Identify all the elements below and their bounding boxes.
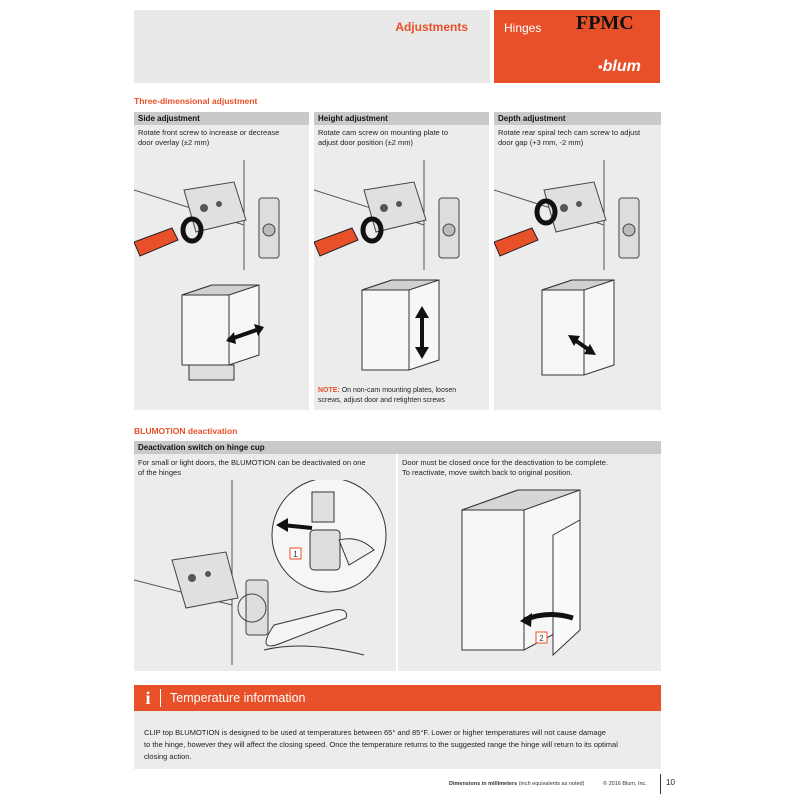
screwdriver-icon [494,201,555,256]
hinge-icon [544,182,639,258]
depth-adjustment-illustration [494,160,661,390]
panel-title: Height adjustment [314,112,489,125]
text-line: closing action. [144,752,192,761]
step-2-label: 2 [539,634,544,643]
info-icon: i [145,688,151,708]
screwdriver-icon [134,219,201,256]
footer-dimensions [449,781,584,787]
footer-dimensions-bold: Dimensions in millimeters [449,781,518,787]
blumotion-title: BLUMOTION deactivation [134,426,238,436]
info-separator [160,689,161,707]
footer-divider [660,774,661,794]
note-line: On non-cam mounting plates, loosen [341,387,457,394]
screwdriver-icon [314,219,381,256]
panel-text-line: door overlay (±2 mm) [138,138,210,147]
temperature-text [144,727,656,763]
hand-icon [264,610,364,655]
temperature-title: Temperature information [170,691,306,705]
header-section-title: Adjustments [395,20,468,34]
text-line: Door must be closed once for the deactivation to be complete. [402,458,608,467]
panel-text-line: adjust door position (±2 mm) [318,138,413,147]
note-label: NOTE: [318,387,340,394]
side-adjustment-illustration [134,160,309,390]
step-1-label: 1 [293,550,298,559]
blum-logo: ▪blum [598,58,641,75]
fpmc-stamp: FPMC [576,12,634,34]
text-line: To reactivate, move switch back to original position. [402,468,573,477]
panel-title: Deactivation switch on hinge cup [134,441,661,454]
panel-text-line: Rotate front screw to increase or decrease [138,128,280,137]
note-line: screws, adjust door and retighten screws [318,397,445,404]
cabinet-icon [362,280,439,370]
text-line: CLIP top BLUMOTION is designed to be used at temperatures between 65° and 85°F. Lower or higher temperatures will not cause damage [144,728,606,737]
cabinet-icon [542,280,614,375]
text-line: to the hinge, however they will affect the closing speed. Once the temperature returns to the suggested range the hinge will return to its optimal [144,740,618,749]
zoom-detail-icon [272,480,386,592]
door-icon [553,520,580,655]
header-category: Hinges [504,21,542,35]
page-number: 10 [666,778,675,787]
footer-copyright: © 2016 Blum, Inc. [603,781,647,787]
deactivation-right-text [402,458,660,478]
text-line: For small or light doors, the BLUMOTION can be deactivated on one [138,458,366,467]
footer-dimensions-rest: (inch equivalents as noted) [518,781,585,787]
panel-text-line: door gap (+3 mm, -2 mm) [498,138,584,147]
panel-text-line: Rotate rear spiral tech cam screw to adjust [498,128,641,137]
note [318,386,488,406]
hinge-icon [172,552,268,635]
panel-title: Depth adjustment [494,112,661,125]
deactivation-switch-illustration [134,480,396,670]
panel-text-line: Rotate cam screw on mounting plate to [318,128,449,137]
text-line: of the hinges [138,468,181,477]
panel-title: Side adjustment [134,112,309,125]
deactivation-left-text [138,458,396,478]
three-d-title: Three-dimensional adjustment [134,96,258,106]
height-adjustment-illustration [314,160,489,380]
door-close-illustration [398,480,661,670]
